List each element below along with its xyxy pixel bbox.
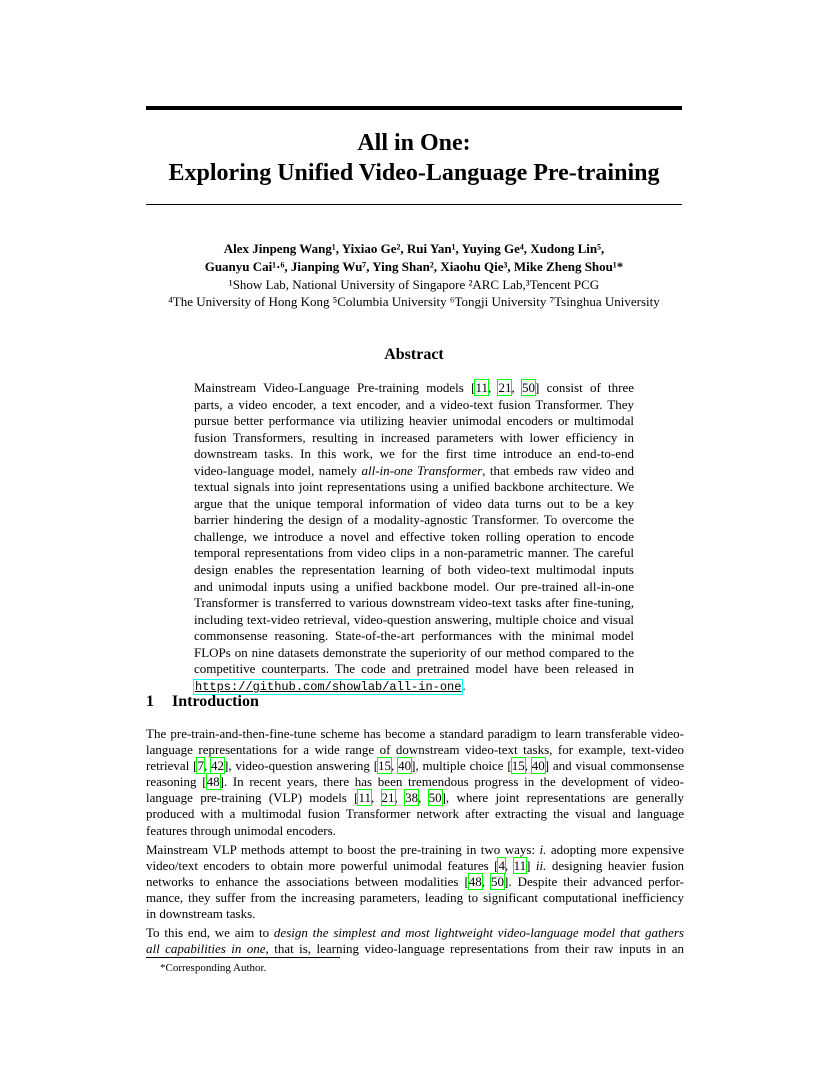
citation-link[interactable]: 50 — [428, 790, 442, 806]
paper-title — [146, 128, 682, 188]
citation-link[interactable]: 11 — [475, 380, 488, 395]
section-heading-introduction — [146, 692, 259, 712]
body-line: all capabilities in one, that is, learning video-language representations from their raw inputs in an — [146, 941, 684, 957]
citation-link[interactable]: 21 — [498, 380, 512, 395]
intro-paragraph-3 — [146, 925, 684, 957]
abstract-body — [194, 380, 634, 695]
abstract-line: competitive counterparts. The code and pretrained model have been released in — [194, 661, 634, 677]
citation-link[interactable]: 50 — [522, 380, 535, 395]
body-line: language representations for a wide range of downstream video-text tasks, for example, text-video — [146, 742, 684, 758]
title-line-1: All in One: — [357, 130, 471, 156]
affiliation-line-1: ¹Show Lab, National University of Singapore ²ARC Lab,³Tencent PCG — [228, 277, 600, 292]
body-line: retrieval [7, 42], video-question answering [15, 40], multiple choice [15, 40] and visual commonsense — [146, 758, 684, 774]
abstract-line: temporal representations from video clips in a non-parametric manner. The careful — [194, 545, 634, 561]
abstract-line: fusion Transformers, resulting in increased parameters with lower efficiency in — [194, 429, 634, 445]
citation-link[interactable]: 48 — [206, 774, 220, 790]
abstract-line: design enables the representation learning of both video-text multimodal inputs — [194, 562, 634, 578]
title-line-2: Exploring Unified Video-Language Pre-training — [168, 160, 660, 186]
github-repo-link[interactable]: https://github.com/showlab/all-in-one — [195, 679, 462, 694]
abstract-line: https://github.com/showlab/all-in-one. — [195, 677, 466, 694]
body-line: Mainstream VLP methods attempt to boost the pre-training in two ways: i. adopting more expensive — [146, 842, 684, 857]
abstract-line: textual signals into joint representations using a unified backbone architecture. We — [194, 479, 634, 495]
section-title: Introduction — [172, 693, 259, 710]
citation-link[interactable]: 15 — [511, 758, 525, 774]
emphasis-text: all-in-one Transformer — [361, 462, 483, 478]
abstract-line: argue that the unique temporal information of video data turns out to be a key — [194, 495, 634, 511]
abstract-line: Mainstream Video-Language Pre-training models [11, 21, 50] consist of three — [194, 380, 635, 395]
abstract-line: including text-video retrieval, video-question answering, multiple choice and visual — [194, 611, 634, 627]
title-bottom-rule — [146, 204, 682, 205]
abstract-line: parts, a video encoder, a text encoder, and a video-text fusion Transformer. They — [194, 396, 634, 412]
abstract-heading: Abstract — [384, 346, 444, 363]
footnote-corresponding-author: *Corresponding Author. — [160, 962, 267, 974]
body-line: mance, they suffer from the increasing parameters, leading to significant computational inefficiency — [146, 890, 684, 906]
author-line-2: Guanyu Cai¹·⁶, Jianping Wu⁷, Ying Shan², Xiaohu Qie³, Mike Zheng Shou¹* — [204, 259, 624, 274]
body-line: features through unimodal encoders. — [146, 822, 336, 838]
author-line-1: Alex Jinpeng Wang¹, Yixiao Ge², Rui Yan¹, Yuying Ge⁴, Xudong Lin⁵, — [223, 241, 605, 256]
body-line: reasoning [48]. In recent years, there has been tremendous progress in the development of video- — [146, 774, 684, 790]
abstract-line: downstream tasks. In this work, we for the first time introduce an end-to-end — [194, 446, 634, 462]
affiliations — [80, 276, 748, 310]
citation-link[interactable]: 40 — [398, 758, 412, 774]
footnote-rule — [146, 957, 340, 958]
citation-link[interactable]: 15 — [378, 758, 392, 774]
citation-link[interactable]: 21 — [381, 790, 395, 806]
affiliation-line-2: ⁴The University of Hong Kong ⁵Columbia University ⁶Tongji University ⁷Tsinghua University — [168, 294, 660, 309]
body-line: in downstream tasks. — [146, 906, 256, 922]
body-line: produced with a multimodal fusion Transformer network after extracting the visual and language — [146, 806, 684, 822]
citation-link[interactable]: 11 — [513, 858, 527, 874]
abstract-line: barrier hindering the design of a modality-agnostic Transformer. To overcome the — [194, 512, 634, 528]
abstract-line: video-language model, namely all-in-one Transformer, that embeds raw video and — [194, 462, 635, 478]
citation-link[interactable]: 4 — [498, 858, 505, 874]
abstract-line: commonsense reasoning. State-of-the-art performances with the minimal model — [194, 628, 634, 644]
citation-link[interactable]: 48 — [468, 874, 482, 890]
citation-link[interactable]: 40 — [531, 758, 545, 774]
author-list — [100, 240, 728, 276]
abstract-line: Transformer is transferred to various downstream video-text tasks after fine-tuning, — [194, 595, 634, 611]
title-top-rule — [146, 106, 682, 110]
section-number: 1 — [146, 693, 154, 710]
abstract-line: FLOPs on nine datasets demonstrate the superiority of our method compared to the — [194, 644, 634, 660]
intro-paragraph-1 — [146, 726, 684, 839]
abstract-line: and unimodal inputs using a unified backbone model. Our pre-trained all-in-one — [194, 578, 634, 594]
citation-link[interactable]: 50 — [491, 874, 505, 890]
citation-link[interactable]: 7 — [197, 758, 204, 774]
citation-link[interactable]: 11 — [358, 790, 371, 806]
intro-paragraph-2 — [146, 842, 684, 922]
emphasis-text: design the simplest and most lightweight video-language model that gathers — [273, 925, 684, 940]
body-line: networks to enhance the associations between modalities [48, 50]. Despite their advanced perfor- — [146, 874, 685, 890]
body-line: video/text encoders to obtain more powerful unimodal features [4, 11] ii. designing heavier fusion — [146, 858, 684, 874]
emphasis-text: all capabilities in one — [146, 941, 266, 957]
abstract-line: pursue better performance via utilizing heavier unimodal encoders or multimodal — [194, 413, 634, 429]
citation-link[interactable]: 38 — [405, 790, 419, 806]
abstract-line: challenge, we introduce a novel and effective token rolling operation to encode — [194, 528, 634, 544]
body-line: language pre-training (VLP) models [11, 21, 38, 50], where joint representations are generally — [146, 790, 685, 806]
body-line: To this end, we aim to design the simplest and most lightweight video-language model that gathers — [146, 925, 684, 940]
body-line: The pre-train-and-then-fine-tune scheme has become a standard paradigm to learn transferable video- — [146, 726, 684, 741]
citation-link[interactable]: 42 — [211, 758, 225, 774]
